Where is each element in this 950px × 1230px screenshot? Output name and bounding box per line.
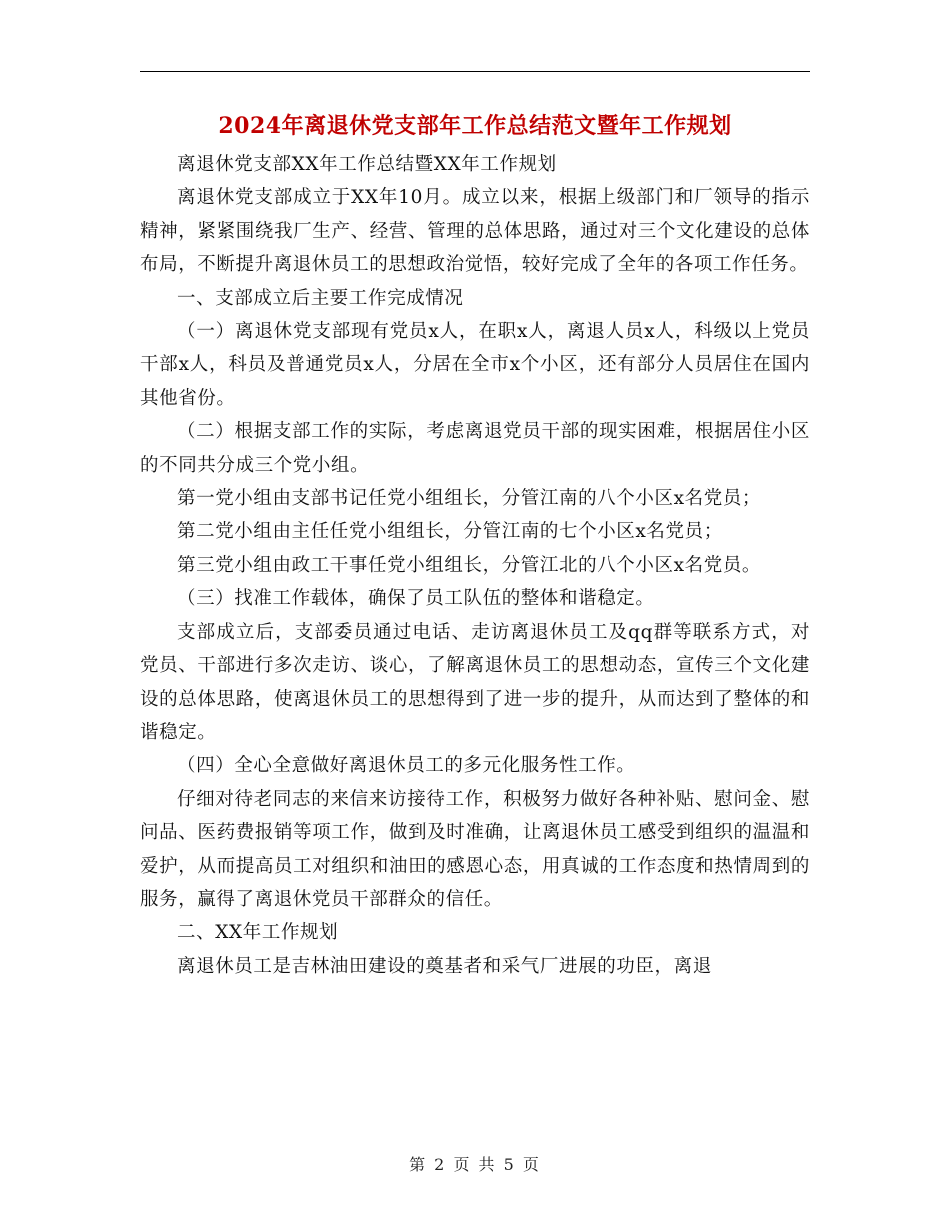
paragraph-group-3: 第三党小组由政工干事任党小组组长，分管江北的八个小区x名党员。	[177, 554, 762, 576]
paragraph-item-3: （三）找准工作载体，确保了员工队伍的整体和谐稳定。	[177, 588, 655, 610]
paragraph-item-4-detail: 仔细对待老同志的来信来访接待工作，积极努力做好各种补贴、慰问金、慰问品、医药费报销等项工作，做到及时准确，让离退休员工感受到组织的温温和爱护，从而提高员工对组织和油田的感恩心态，用真诚的工作态度和热情周到的服务，赢得了离退休党员干部群众的信任。	[140, 788, 810, 910]
section-heading-1: 一、支部成立后主要工作完成情况	[177, 287, 464, 309]
paragraph-plan-intro: 离退休员工是吉林油田建设的奠基者和采气厂进展的功臣，离退	[177, 955, 712, 977]
document-title: 2024年离退休党支部年工作总结范文暨年工作规划	[218, 113, 732, 139]
header-rule	[140, 71, 810, 72]
document-body	[140, 148, 810, 983]
section-heading-2: 二、XX年工作规划	[177, 922, 339, 944]
paragraph-item-1: （一）离退休党支部现有党员x人，在职x人，离退人员x人，科级以上党员干部x人，科员及普通党员x人，分居在全市x个小区，还有部分人员居住在国内其他省份。	[140, 321, 810, 409]
paragraph-group-2: 第二党小组由主任任党小组组长，分管江南的七个小区x名党员；	[177, 521, 723, 543]
paragraph-subtitle: 离退休党支部XX年工作总结暨XX年工作规划	[177, 154, 557, 175]
paragraph-group-1: 第一党小组由支部书记任党小组组长，分管江南的八个小区x名党员；	[177, 488, 762, 510]
paragraph-item-2: （二）根据支部工作的实际，考虑离退党员干部的现实困难，根据居住小区的不同共分成三个党小组。	[140, 421, 810, 476]
paragraph-intro: 离退休党支部成立于XX年10月。成立以来，根据上级部门和厂领导的指示精神，紧紧围绕我厂生产、经营、管理的总体思路，通过对三个文化建设的总体布局，不断提升离退休员工的思想政治觉悟，较好完成了全年的各项工作任务。	[140, 187, 810, 276]
paragraph-item-3-detail: 支部成立后，支部委员通过电话、走访离退休员工及qq群等联系方式，对党员、干部进行多次走访、谈心，了解离退休员工的思想动态，宣传三个文化建设的总体思路，使离退休员工的思想得到了进一步的提升，从而达到了整体的和谐稳定。	[140, 621, 810, 743]
page-number: 第 2 页 共 5 页	[409, 1155, 541, 1174]
paragraph-item-4: （四）全心全意做好离退休员工的多元化服务性工作。	[177, 755, 636, 777]
